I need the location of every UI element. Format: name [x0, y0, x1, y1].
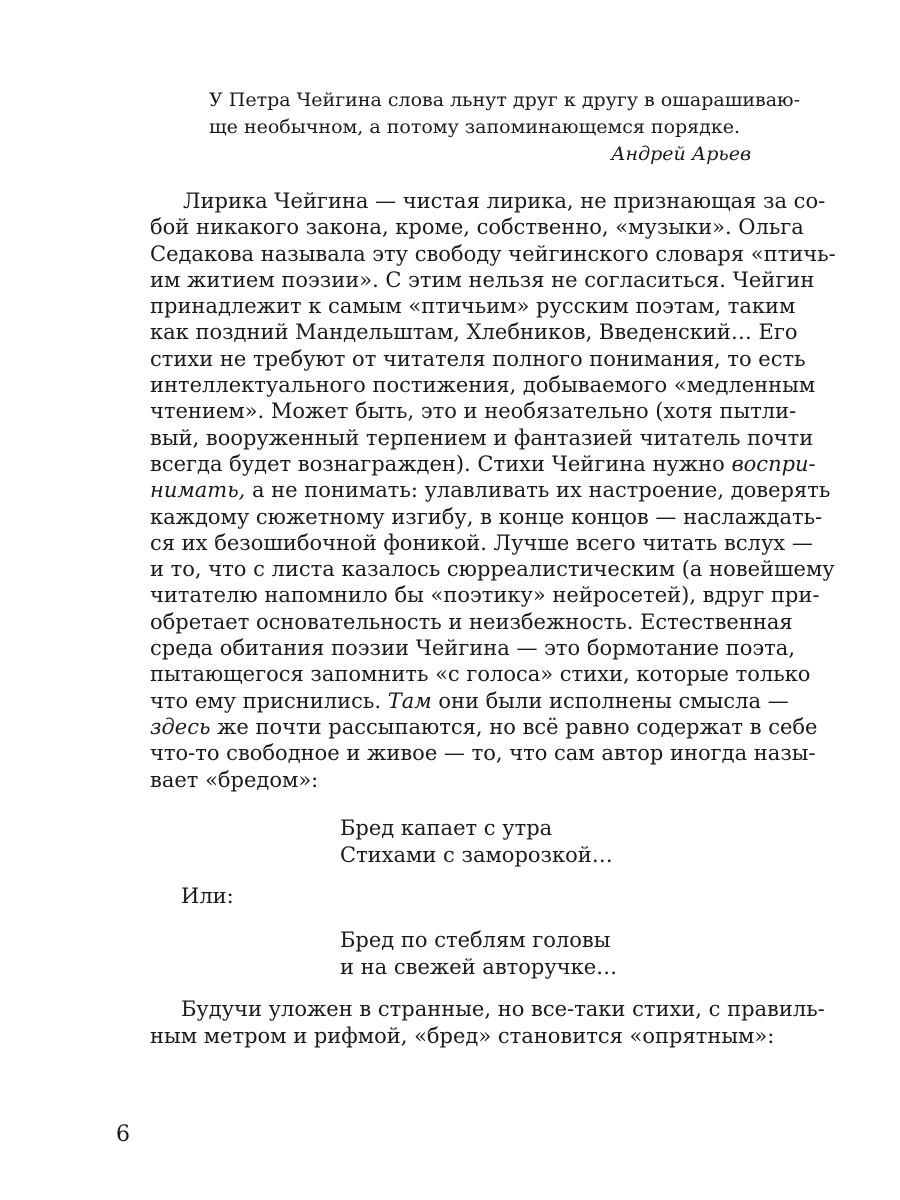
epigraph-line: У Петра Чейгина слова льнут друг к другу в ошарашиваю-	[209, 89, 801, 111]
paragraph-line	[150, 477, 831, 503]
paragraph-line: пытающегося запомнить «с голоса» стихи, которые только	[150, 662, 811, 687]
paragraph-line	[150, 714, 818, 740]
text-run: всегда будет вознагражден). Стихи Чейгина нужно	[150, 451, 732, 476]
paragraph-line: принадлежит к самым «птичьим» русским поэтам, таким	[150, 294, 796, 319]
paragraph-line: вый, вооруженный терпением и фантазией читатель почти	[150, 425, 814, 450]
paragraph-line	[150, 451, 816, 477]
italic-run: здесь	[150, 714, 211, 739]
paragraph-line: ным метром и рифмой, «бред» становится «опрятным»:	[150, 1024, 775, 1048]
italic-run: воспри-	[731, 451, 816, 476]
paragraph-line: читателю напомнило бы «поэтику» нейросетей), вдруг при-	[150, 583, 820, 608]
paragraph-line: и то, что с листа казалось сюрреалистическим (а новейшему	[150, 557, 835, 582]
text-run: они были исполнены смысла —	[431, 688, 789, 713]
paragraph-line: Седакова называла эту свободу чейгинского словаря «птичь-	[150, 241, 836, 266]
paragraph-line: ся их безошибочной фоникой. Лучше всего читать вслух —	[150, 530, 813, 555]
text-run: а не понимать: улавливать их настроение, доверять	[245, 478, 831, 503]
paragraph-line: обретает основательность и неизбежность. Естественная	[150, 609, 793, 634]
verse-line: Стихами с заморозкой…	[340, 843, 613, 867]
verse-line: Бред по стеблям головы	[340, 928, 611, 952]
epigraph-author: Андрей Арьев	[611, 143, 751, 165]
verse-quote-2	[340, 927, 617, 981]
italic-run: Там	[387, 688, 432, 713]
paragraph-line: бой никакого закона, кроме, собственно, «музыки». Ольга	[150, 215, 804, 240]
paragraph-line: чтением». Может быть, это и необязательно (хотя пытли-	[150, 399, 797, 424]
paragraph-line: что-то свободное и живое — то, что сам автор иногда назы-	[150, 741, 816, 766]
paragraph-line: интеллектуального постижения, добываемого «медленным	[150, 373, 816, 398]
main-paragraph	[150, 188, 836, 793]
paragraph-line: Будучи уложен в странные, но все-таки стихи, с правиль-	[181, 997, 825, 1021]
paragraph-line: им житием поэзии». С этим нельзя не согласиться. Чейгин	[150, 267, 815, 292]
closing-paragraph	[150, 996, 825, 1050]
verse-line: Бред капает с утра	[340, 816, 553, 840]
paragraph-line: каждому сюжетному изгибу, в конце концов — наслаждать-	[150, 504, 823, 529]
text-run: же почти рассыпаются, но всё равно содержат в себе	[210, 714, 818, 739]
page-number: 6	[116, 1122, 130, 1147]
verse-quote-1	[340, 815, 613, 869]
paragraph-line	[150, 688, 789, 714]
paragraph-line: стихи не требуют от читателя полного понимания, то есть	[150, 346, 806, 371]
epigraph-line: ще необычном, а потому запоминающемся порядке.	[209, 116, 741, 138]
paragraph-line: как поздний Мандельштам, Хлебников, Введенский… Его	[150, 320, 798, 345]
text-run: что ему приснились.	[150, 688, 388, 713]
paragraph-line: среда обитания поэзии Чейгина — это бормотание поэта,	[150, 636, 795, 661]
epigraph	[209, 87, 801, 168]
transition-word: Или:	[181, 884, 234, 908]
paragraph-line: вает «бредом»:	[150, 767, 319, 792]
italic-run: нимать,	[150, 478, 246, 503]
verse-line: и на свежей авторучке…	[340, 955, 618, 979]
paragraph-line: Лирика Чейгина — чистая лирика, не признающая за со-	[183, 189, 826, 213]
